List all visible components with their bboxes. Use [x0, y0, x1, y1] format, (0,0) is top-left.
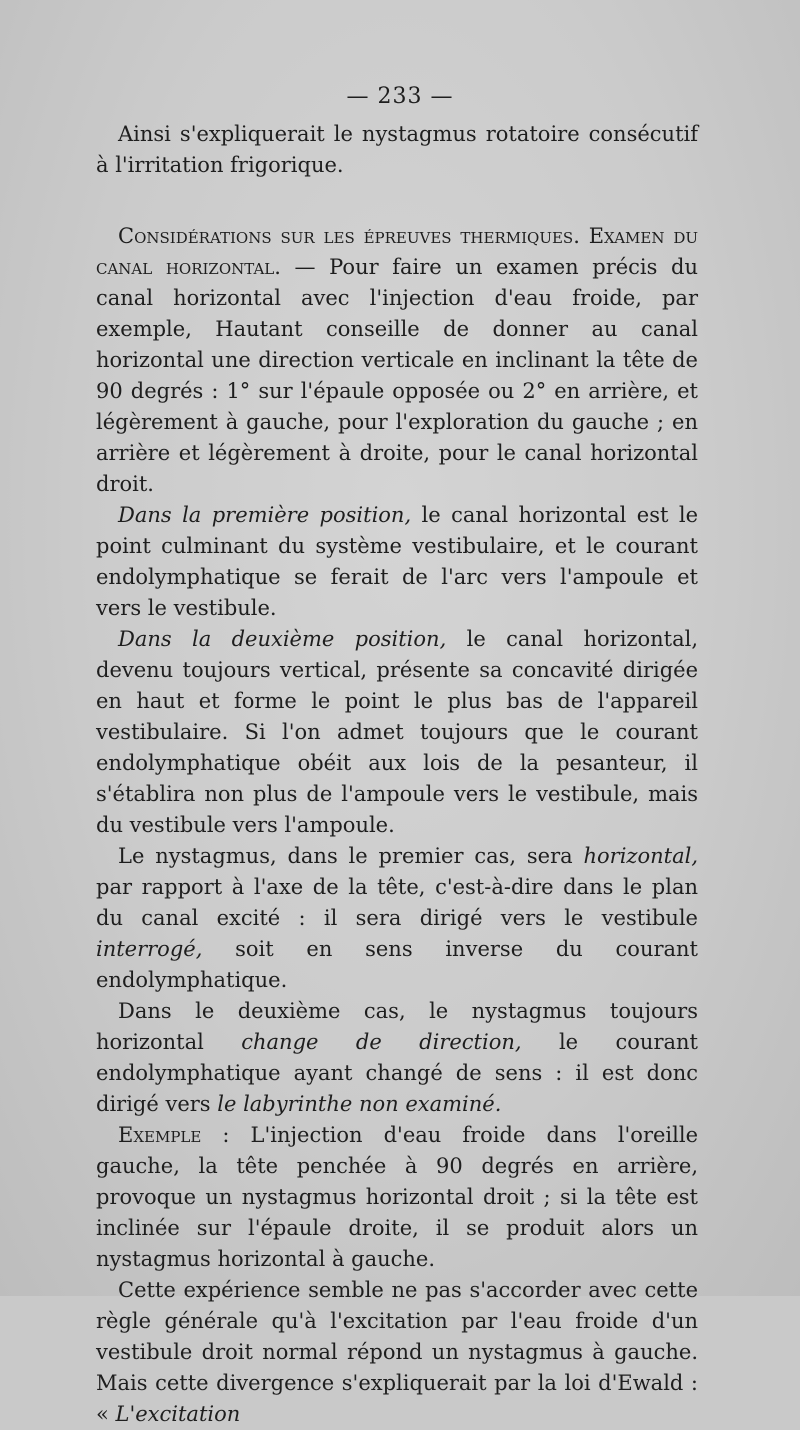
paragraph-experience — [96, 1275, 698, 1430]
paragraph-second-case — [96, 996, 698, 1120]
body-text — [96, 119, 698, 1430]
italic-emphasis: horizontal, — [583, 844, 698, 868]
paragraph-text: le courant endolymphatique ayant changé de sens : il est donc dirigé vers — [96, 1030, 698, 1116]
section-heading: Considérations sur les épreuves thermiques. Examen du canal horizontal. — [96, 224, 698, 279]
italic-emphasis: interrogé, — [96, 937, 203, 961]
italic-lead: Dans la première position, — [118, 503, 412, 527]
paragraph-intro — [96, 119, 698, 181]
italic-emphasis: L'excitation — [115, 1402, 241, 1426]
paragraph-text: — Pour faire un examen précis du canal horizontal avec l'injection d'eau froide, par exemple, Hautant conseille de donner au canal horizontal une direction verticale en inclinant la tête de 90 degrés : 1° sur l'épaule opposée ou 2° en arrière, et légèrement à gauche, pour l'exploration du gauche ; en arrière et légèrement à droite, pour le canal horizontal droit. — [96, 255, 698, 496]
paragraph-second-position — [96, 624, 698, 841]
italic-lead: Dans la deuxième position, — [118, 627, 447, 651]
paragraph-considerations — [96, 221, 698, 500]
paragraph-text: le canal horizontal est le point culminant du système vestibulaire, et le courant endolymphatique se ferait de l'arc vers l'ampoule et vers le vestibule. — [96, 503, 698, 620]
page-number: — 233 — — [346, 84, 454, 109]
italic-emphasis: le labyrinthe non examiné. — [217, 1092, 502, 1116]
paragraph-text: Le nystagmus, dans le premier cas, sera — [118, 844, 584, 868]
italic-emphasis: change de direction, — [241, 1030, 522, 1054]
paragraph-text: soit en sens inverse du courant endolymphatique. — [96, 937, 698, 992]
paragraph-first-case — [96, 841, 698, 996]
paragraph-example — [96, 1120, 698, 1275]
example-heading: Exemple — [118, 1123, 202, 1147]
paragraph-text: le canal horizontal, devenu toujours vertical, présente sa concavité dirigée en haut et forme le point le plus bas de l'appareil vestibulaire. Si l'on admet toujours que le courant endolymphatique obéit aux lois de la pesanteur, il s'établira non plus de l'ampoule vers le vestibule, mais du vestibule vers l'ampoule. — [96, 627, 698, 837]
paragraph-text: Ainsi s'expliquerait le nystagmus rotatoire consécutif à l'irritation frigorique. — [96, 122, 698, 177]
paragraph-first-position — [96, 500, 698, 624]
paragraph-text: par rapport à l'axe de la tête, c'est-à-dire dans le plan du canal excité : il sera dirigé vers le vestibule — [96, 875, 698, 930]
paragraph-text: : L'injection d'eau froide dans l'oreille gauche, la tête penchée à 90 degrés en arrière, provoque un nystagmus horizontal droit ; si la tête est inclinée sur l'épaule droite, il se produit alors un nystagmus horizontal à gauche. — [96, 1123, 698, 1271]
paragraph-text: Cette expérience semble ne pas s'accorder avec cette règle générale qu'à l'excitation par l'eau froide d'un vestibule droit normal répond un nystagmus à gauche. Mais cette divergence s'expliquerait par la loi d'Ewald : « — [96, 1278, 698, 1426]
paragraph-text: Dans le deuxième cas, le nystagmus toujours horizontal — [96, 999, 698, 1054]
